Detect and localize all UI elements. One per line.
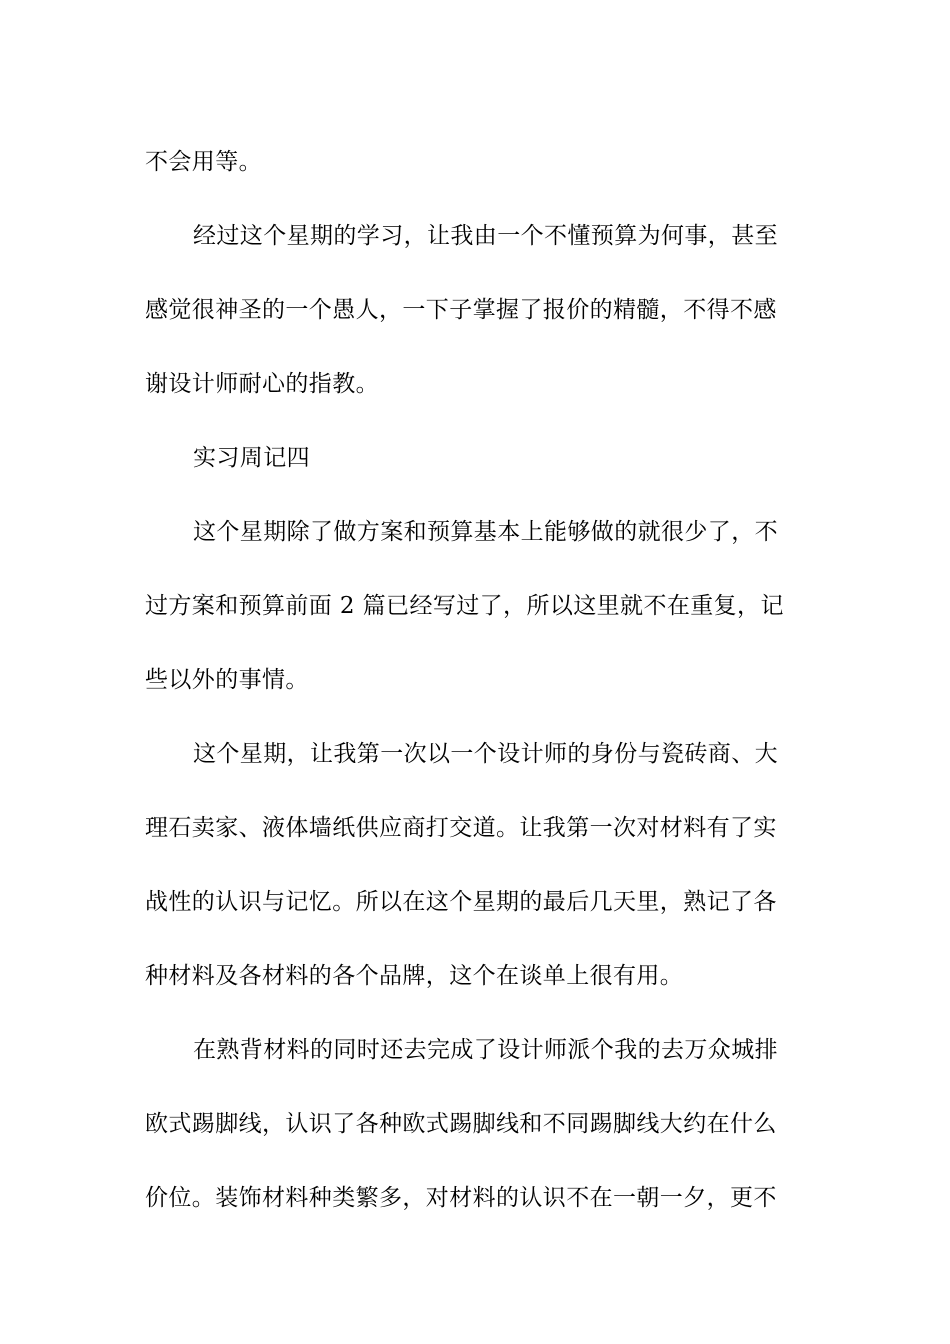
text-line: 不会用等。 <box>145 149 262 175</box>
text-line: 欧式踢脚线，认识了各种欧式踢脚线和不同踢脚线大约在什么 <box>145 1111 777 1137</box>
text-line: 过方案和预算前面 2 篇已经写过了，所以这里就不在重复，记 <box>145 593 784 619</box>
paragraph-first-line: 经过这个星期的学习，让我由一个不懂预算为何事，甚至 <box>193 223 778 249</box>
text-line: 谢设计师耐心的指教。 <box>145 371 379 397</box>
section-heading: 实习周记四 <box>193 445 310 471</box>
document-body <box>145 125 805 1235</box>
paragraph-first-line: 在熟背材料的同时还去完成了设计师派个我的去万众城排 <box>193 1037 778 1063</box>
paragraph-first-line: 这个星期，让我第一次以一个设计师的身份与瓷砖商、大 <box>193 741 778 767</box>
text-line: 价位。装饰材料种类繁多，对材料的认识不在一朝一夕，更不 <box>145 1185 777 1211</box>
text-line: 些以外的事情。 <box>145 667 309 693</box>
paragraph-first-line: 这个星期除了做方案和预算基本上能够做的就很少了，不 <box>193 519 778 545</box>
text-line: 理石卖家、液体墙纸供应商打交道。让我第一次对材料有了实 <box>145 815 777 841</box>
text-line: 感觉很神圣的一个愚人，一下子掌握了报价的精髓，不得不感 <box>145 297 777 323</box>
text-line: 战性的认识与记忆。所以在这个星期的最后几天里，熟记了各 <box>145 889 777 915</box>
text-line: 种材料及各材料的各个品牌，这个在谈单上很有用。 <box>145 963 684 989</box>
